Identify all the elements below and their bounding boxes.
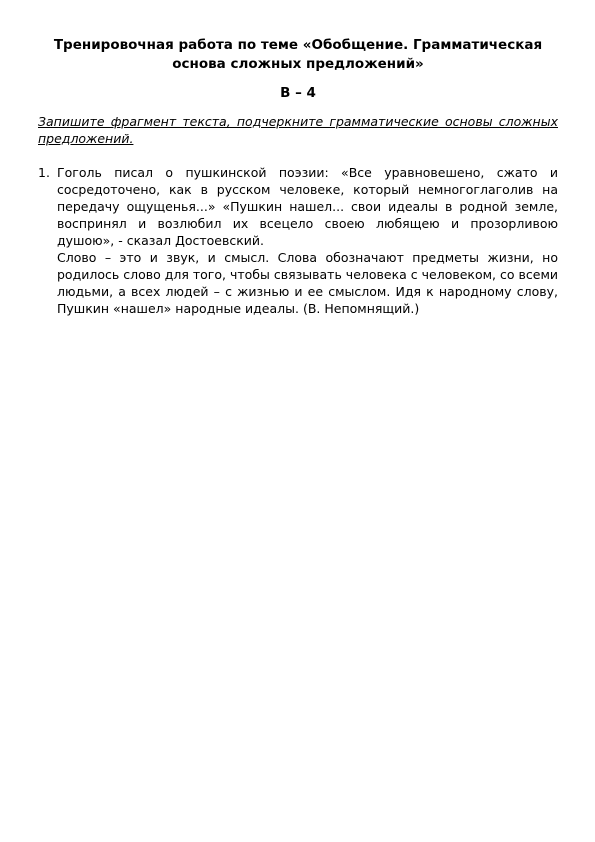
title-line-2: основа сложных предложений» bbox=[172, 56, 424, 72]
list-item-number: 1. bbox=[38, 165, 50, 180]
numbered-list bbox=[38, 164, 558, 317]
title-line-1: Тренировочная работа по теме «Обобщение. Грамматическая bbox=[53, 37, 543, 53]
document-page bbox=[38, 36, 558, 317]
list-item-paragraph-1: Гоголь писал о пушкинской поэзии: «Все уравновешено, сжато и сосредоточено, как в русском человеке, который немногоглаголив на передачу ощущенья...» «Пушкин нашел... свои идеалы в родной земле, воспринял и возлюбил их всецело своею любящею и прозорливою душою», - сказал Достоевский. bbox=[57, 165, 558, 248]
task-instruction: Запишите фрагмент текста, подчеркните грамматические основы сложных предложений. bbox=[38, 114, 558, 146]
list-item-paragraph-2: Слово – это и звук, и смысл. Слова обозначают предметы жизни, но родилось слово для того, чтобы связывать человека с человеком, со всеми людьми, а всех людей – с жизнью и ее смыслом. Идя к народному слову, Пушкин «нашел» народные идеалы. (В. Непомнящий.) bbox=[57, 250, 558, 316]
variant-label: В – 4 bbox=[280, 85, 316, 101]
list-item bbox=[38, 164, 558, 317]
document-title bbox=[38, 36, 558, 74]
